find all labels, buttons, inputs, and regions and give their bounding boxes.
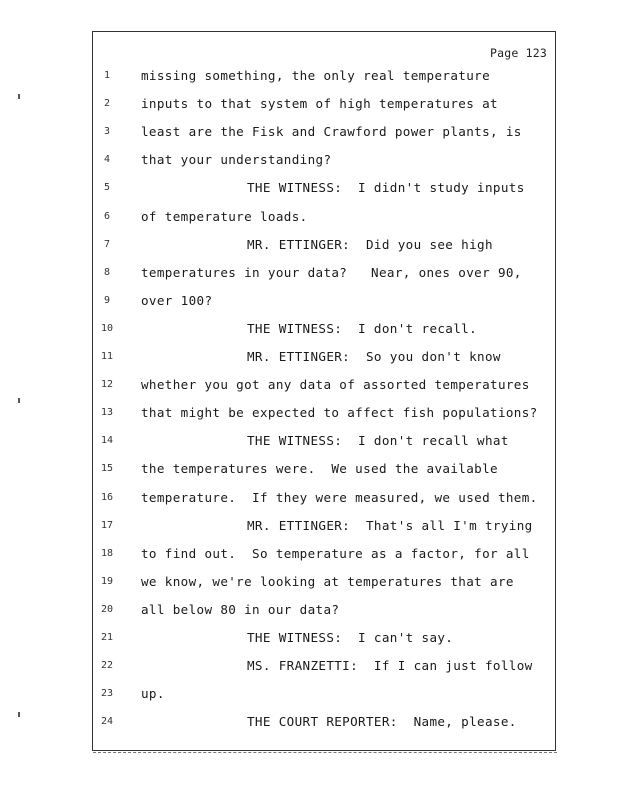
- line-number: 23: [100, 688, 114, 700]
- line-number: 2: [103, 98, 111, 110]
- line-text: up.: [141, 686, 165, 702]
- line-text: to find out. So temperature as a factor, for all: [141, 545, 530, 561]
- line-text: least are the Fisk and Crawford power plants, is: [141, 124, 522, 140]
- line-text: MR. ETTINGER: So you don't know: [247, 349, 501, 364]
- line-text: missing something, the only real temperature: [141, 68, 491, 83]
- line-number: 21: [100, 632, 114, 643]
- line-number: 15: [100, 463, 114, 475]
- line-text: temperatures in your data? Near, ones over 90,: [141, 264, 522, 280]
- line-text: over 100?: [141, 292, 213, 308]
- line-number: 12: [100, 379, 114, 391]
- line-number: 20: [100, 603, 114, 615]
- line-text: THE WITNESS: I can't say.: [247, 630, 454, 645]
- line-text: THE WITNESS: I didn't study inputs: [247, 180, 525, 196]
- line-text: of temperature loads.: [141, 208, 308, 224]
- line-number: 11: [100, 351, 114, 362]
- line-number: 8: [103, 266, 111, 278]
- line-text: MS. FRANZETTI: If I can just follow: [247, 658, 533, 674]
- line-number: 10: [100, 322, 114, 334]
- margin-mark: [18, 712, 20, 717]
- line-number: 18: [100, 547, 114, 559]
- line-number: 19: [100, 575, 114, 587]
- line-text: that might be expected to affect fish populations?: [141, 405, 538, 421]
- line-text: inputs to that system of high temperatures at: [141, 96, 498, 112]
- line-text: that your understanding?: [141, 152, 332, 168]
- line-text: THE WITNESS: I don't recall.: [247, 320, 478, 336]
- line-text: we know, we're looking at temperatures that are: [141, 573, 514, 589]
- line-number: 16: [100, 491, 114, 503]
- line-number: 14: [100, 435, 114, 447]
- line-number: 24: [100, 716, 114, 728]
- margin-mark: [18, 94, 20, 99]
- line-number: 3: [103, 126, 111, 138]
- line-text: MR. ETTINGER: That's all I'm trying: [247, 517, 533, 533]
- line-text: temperature. If they were measured, we used them.: [141, 489, 538, 505]
- line-number: 6: [103, 210, 111, 222]
- line-text: whether you got any data of assorted temperatures: [141, 377, 530, 393]
- line-number: 22: [100, 660, 114, 672]
- line-text: MR. ETTINGER: Did you see high: [247, 236, 493, 252]
- line-number: 5: [103, 182, 111, 194]
- line-number: 17: [100, 519, 114, 531]
- line-text: all below 80 in our data?: [141, 601, 340, 617]
- margin-mark: [18, 398, 20, 403]
- page-number: Page 123: [490, 46, 547, 60]
- line-text: the temperatures were. We used the available: [141, 461, 498, 477]
- line-number: 1: [103, 70, 111, 81]
- line-number: 13: [100, 407, 114, 419]
- line-text: THE COURT REPORTER: Name, please.: [247, 714, 517, 730]
- line-text: THE WITNESS: I don't recall what: [247, 433, 509, 449]
- line-number: 9: [103, 294, 111, 306]
- line-number: 4: [103, 154, 111, 166]
- transcript-page: [92, 31, 556, 751]
- line-number: 7: [103, 238, 111, 250]
